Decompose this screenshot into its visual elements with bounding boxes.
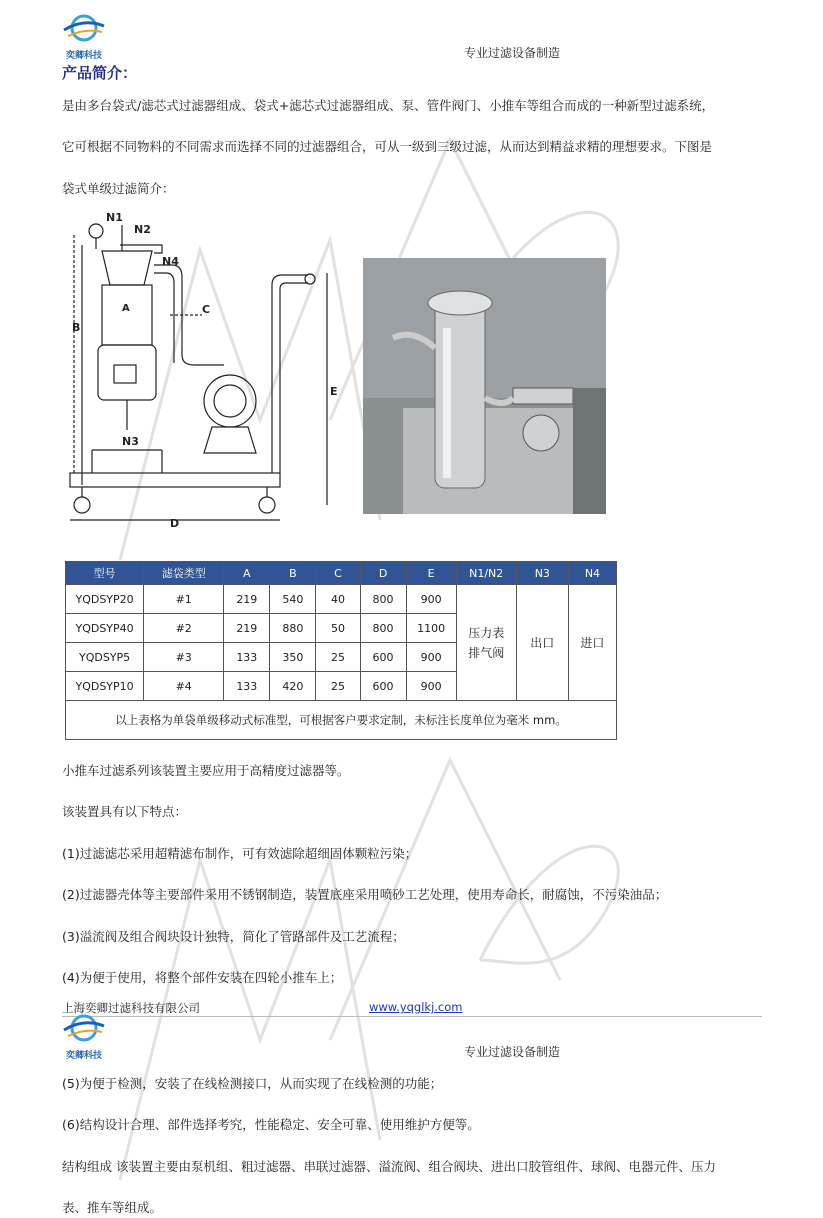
page-divider bbox=[62, 1016, 762, 1017]
cell-c: 50 bbox=[316, 614, 360, 643]
cell-bag-type: #2 bbox=[144, 614, 224, 643]
section-title: 产品简介： bbox=[62, 64, 138, 82]
header-tagline-page2: 专业过滤设备制造 bbox=[464, 1045, 561, 1059]
cell-e: 900 bbox=[406, 643, 456, 672]
feature-2: (2)过滤器壳体等主要部件采用不锈钢制造，装置底座采用喷砂工艺处理，使用寿命长，耐腐蚀，不污染油品； bbox=[62, 887, 668, 902]
th-n4: N4 bbox=[568, 562, 616, 585]
cell-a: 219 bbox=[224, 585, 270, 614]
n1n2-line-1: 压力表 bbox=[468, 625, 505, 640]
logo-text: 奕卿科技 bbox=[65, 1051, 102, 1061]
th-e: E bbox=[406, 562, 456, 585]
th-bag-type: 滤袋类型 bbox=[144, 562, 224, 585]
th-c: C bbox=[316, 562, 360, 585]
spec-table bbox=[65, 561, 617, 740]
company-logo bbox=[62, 14, 106, 61]
cell-c: 25 bbox=[316, 643, 360, 672]
footer-url-link[interactable]: www.yqglkj.com bbox=[369, 1000, 463, 1014]
cell-e: 900 bbox=[406, 585, 456, 614]
label-b: B bbox=[72, 321, 81, 334]
cell-a: 219 bbox=[224, 614, 270, 643]
label-e: E bbox=[330, 385, 338, 398]
cell-d: 800 bbox=[360, 585, 406, 614]
cell-e: 900 bbox=[406, 672, 456, 701]
logo-text: 奕卿科技 bbox=[65, 51, 102, 61]
cell-a: 133 bbox=[224, 672, 270, 701]
th-b: B bbox=[270, 562, 316, 585]
body-line-1: 小推车过滤系列该装置主要应用于高精度过滤器等。 bbox=[62, 763, 350, 778]
th-model: 型号 bbox=[66, 562, 144, 585]
th-d: D bbox=[360, 562, 406, 585]
table-row bbox=[66, 585, 617, 614]
body-line-2: 该装置具有以下特点： bbox=[62, 804, 188, 819]
cell-c: 25 bbox=[316, 672, 360, 701]
cell-model: YQDSYP5 bbox=[66, 643, 144, 672]
cell-n4-merged: 进口 bbox=[568, 585, 616, 701]
cell-b: 540 bbox=[270, 585, 316, 614]
intro-line-3: 袋式单级过滤简介： bbox=[62, 181, 175, 196]
cell-n1n2-merged bbox=[456, 585, 516, 701]
intro-line-2: 它可根据不同物料的不同需求而选择不同的过滤器组合，可从一级到三级过滤，从而达到精益求精的理想要求。下图是 bbox=[62, 139, 713, 154]
label-n3: N3 bbox=[122, 435, 139, 448]
cell-c: 40 bbox=[316, 585, 360, 614]
feature-3: (3)溢流阀及组合阀块设计独特，简化了管路部件及工艺流程； bbox=[62, 929, 405, 944]
product-photo bbox=[363, 258, 606, 514]
footer-company: 上海奕卿过滤科技有限公司 bbox=[62, 1001, 200, 1015]
filter-cart-diagram bbox=[62, 205, 352, 530]
cell-d: 600 bbox=[360, 672, 406, 701]
cell-b: 880 bbox=[270, 614, 316, 643]
cell-model: YQDSYP20 bbox=[66, 585, 144, 614]
cell-bag-type: #1 bbox=[144, 585, 224, 614]
cell-b: 420 bbox=[270, 672, 316, 701]
th-n3: N3 bbox=[516, 562, 568, 585]
company-logo-page2 bbox=[62, 1014, 106, 1061]
n1n2-line-2: 排气阀 bbox=[468, 645, 505, 660]
cell-bag-type: #4 bbox=[144, 672, 224, 701]
cell-b: 350 bbox=[270, 643, 316, 672]
cell-d: 800 bbox=[360, 614, 406, 643]
table-header-row bbox=[66, 562, 617, 585]
cell-e: 1100 bbox=[406, 614, 456, 643]
feature-6: (6)结构设计合理、部件选择考究，性能稳定、安全可靠、使用维护方便等。 bbox=[62, 1117, 480, 1132]
cell-n3-merged: 出口 bbox=[516, 585, 568, 701]
label-a: A bbox=[122, 303, 130, 314]
structure-line-1: 结构组成 该装置主要由泵机组、粗过滤器、串联过滤器、溢流阀、组合阀块、进出口胶管组件、球阀、电器元件、压力 bbox=[62, 1159, 716, 1174]
header-tagline: 专业过滤设备制造 bbox=[464, 46, 561, 60]
cell-bag-type: #3 bbox=[144, 643, 224, 672]
cell-model: YQDSYP10 bbox=[66, 672, 144, 701]
intro-line-1: 是由多台袋式/滤芯式过滤器组成、袋式+滤芯式过滤器组成、泵、管件阀门、小推车等组合而成的一种新型过滤系统， bbox=[62, 98, 715, 113]
cell-a: 133 bbox=[224, 643, 270, 672]
structure-line-2: 表、推车等组成。 bbox=[62, 1200, 163, 1215]
label-n1: N1 bbox=[106, 211, 123, 224]
th-a: A bbox=[224, 562, 270, 585]
th-n1n2: N1/N2 bbox=[456, 562, 516, 585]
table-note: 以上表格为单袋单级移动式标准型，可根据客户要求定制，未标注长度单位为毫米 mm。 bbox=[66, 701, 617, 740]
logo-icon bbox=[62, 1014, 106, 1044]
label-c: C bbox=[202, 303, 211, 316]
table-note-row bbox=[66, 701, 617, 740]
cell-model: YQDSYP40 bbox=[66, 614, 144, 643]
label-d: D bbox=[170, 517, 180, 530]
label-n2: N2 bbox=[134, 223, 151, 236]
feature-4: (4)为便于使用，将整个部件安装在四轮小推车上； bbox=[62, 970, 343, 985]
cell-d: 600 bbox=[360, 643, 406, 672]
label-n4: N4 bbox=[162, 255, 179, 268]
feature-5: (5)为便于检测，安装了在线检测接口，从而实现了在线检测的功能； bbox=[62, 1076, 443, 1091]
logo-icon bbox=[62, 14, 106, 44]
feature-1: (1)过滤滤芯采用超精滤布制作，可有效滤除超细固体颗粒污染； bbox=[62, 846, 418, 861]
